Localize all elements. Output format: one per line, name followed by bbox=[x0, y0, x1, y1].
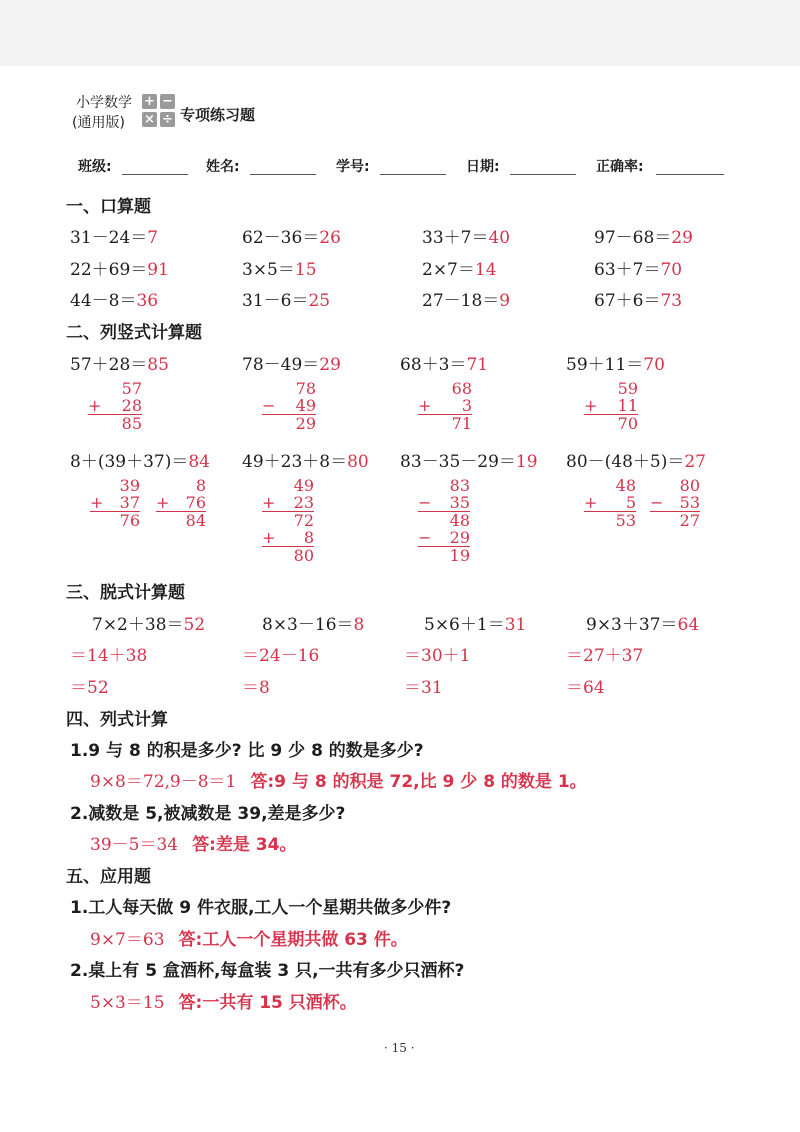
step-line: ＝31 bbox=[404, 678, 443, 698]
step-line: ＝24－16 bbox=[242, 646, 320, 666]
section2-title: 二、列竖式计算题 bbox=[66, 323, 202, 343]
stepwise-problem: 8×3－16＝8 bbox=[262, 615, 365, 635]
vertical-calc: 80 − 53 27 bbox=[650, 476, 700, 530]
name-blank[interactable] bbox=[250, 174, 316, 175]
vertical-calc: 49 + 23 72 + 8 80 bbox=[262, 476, 314, 565]
vertical-problem: 80－(48＋5)＝27 bbox=[566, 452, 706, 472]
divide-icon: ÷ bbox=[160, 112, 175, 127]
oral-problem: 33＋7＝40 bbox=[422, 228, 511, 248]
step-line: ＝27＋37 bbox=[566, 646, 644, 666]
step-line: ＝64 bbox=[566, 678, 605, 698]
vertical-problem: 57＋28＝85 bbox=[70, 355, 169, 375]
section1-title: 一、口算题 bbox=[66, 197, 151, 217]
oral-problem: 44－8＝36 bbox=[70, 291, 159, 311]
top-band bbox=[0, 0, 800, 66]
accuracy-label: 正确率: bbox=[596, 159, 644, 175]
section4-title: 四、列式计算 bbox=[66, 710, 168, 730]
step-line: ＝30＋1 bbox=[404, 646, 471, 666]
header-edition: (通用版) bbox=[72, 115, 125, 131]
page-number: · 15 · bbox=[384, 1041, 415, 1055]
class-blank[interactable] bbox=[122, 174, 188, 175]
answer: 9×7＝63 答:工人一个星期共做 63 件。 bbox=[90, 930, 408, 950]
section3-title: 三、脱式计算题 bbox=[66, 583, 185, 603]
header-subject: 小学数学 bbox=[76, 95, 132, 111]
vertical-calc: 39 + 37 76 bbox=[90, 476, 140, 530]
vertical-calc: 59 + 11 70 bbox=[584, 379, 638, 433]
times-icon: × bbox=[142, 112, 157, 127]
question: 2.减数是 5,被减数是 39,差是多少? bbox=[70, 804, 346, 824]
answer: 9×8＝72,9－8＝1 答:9 与 8 的积是 72,比 9 少 8 的数是 1。 bbox=[90, 772, 587, 792]
step-line: ＝52 bbox=[70, 678, 109, 698]
accuracy-blank[interactable] bbox=[656, 174, 724, 175]
oral-problem: 63＋7＝70 bbox=[594, 260, 683, 280]
step-line: ＝8 bbox=[242, 678, 270, 698]
vertical-calc: 48 + 5 53 bbox=[584, 476, 636, 530]
oral-problem: 27－18＝9 bbox=[422, 291, 511, 311]
vertical-problem: 68＋3＝71 bbox=[400, 355, 489, 375]
plus-icon: + bbox=[142, 94, 157, 109]
question: 1.工人每天做 9 件衣服,工人一个星期共做多少件? bbox=[70, 898, 452, 918]
header-title: 专项练习题 bbox=[180, 106, 256, 124]
date-blank[interactable] bbox=[510, 174, 576, 175]
question: 2.桌上有 5 盒酒杯,每盒装 3 只,一共有多少只酒杯? bbox=[70, 961, 465, 981]
answer: 5×3＝15 答:一共有 15 只酒杯。 bbox=[90, 993, 357, 1013]
vertical-problem: 49＋23＋8＝80 bbox=[242, 452, 369, 472]
vertical-calc: 57 + 28 85 bbox=[88, 379, 142, 433]
question: 1.9 与 8 的积是多少? 比 9 少 8 的数是多少? bbox=[70, 741, 424, 761]
section5-title: 五、应用题 bbox=[66, 867, 151, 887]
vertical-calc: 68 + 3 71 bbox=[418, 379, 472, 433]
oral-problem: 97－68＝29 bbox=[594, 228, 693, 248]
stepwise-problem: 5×6＋1＝31 bbox=[424, 615, 527, 635]
class-label: 班级: bbox=[78, 159, 112, 175]
vertical-calc: 78 − 49 29 bbox=[262, 379, 316, 433]
oral-problem: 3×5＝15 bbox=[242, 260, 317, 280]
student-no-blank[interactable] bbox=[380, 174, 446, 175]
vertical-problem: 59＋11＝70 bbox=[566, 355, 665, 375]
oral-problem: 62－36＝26 bbox=[242, 228, 341, 248]
oral-problem: 67＋6＝73 bbox=[594, 291, 683, 311]
vertical-calc: 83 − 35 48 − 29 19 bbox=[418, 476, 470, 565]
oral-problem: 22＋69＝91 bbox=[70, 260, 169, 280]
minus-icon: − bbox=[160, 94, 175, 109]
step-line: ＝14＋38 bbox=[70, 646, 148, 666]
name-label: 姓名: bbox=[206, 159, 240, 175]
oral-problem: 2×7＝14 bbox=[422, 260, 497, 280]
vertical-problem: 78－49＝29 bbox=[242, 355, 341, 375]
vertical-problem: 83－35－29＝19 bbox=[400, 452, 538, 472]
vertical-calc: 8 + 76 84 bbox=[156, 476, 206, 530]
student-no-label: 学号: bbox=[336, 159, 370, 175]
stepwise-problem: 9×3＋37＝64 bbox=[586, 615, 700, 635]
oral-problem: 31－24＝7 bbox=[70, 228, 159, 248]
vertical-problem: 8＋(39＋37)＝84 bbox=[70, 452, 210, 472]
stepwise-problem: 7×2＋38＝52 bbox=[92, 615, 206, 635]
answer: 39－5＝34 答:差是 34。 bbox=[90, 835, 297, 855]
operator-icons bbox=[142, 94, 176, 128]
oral-problem: 31－6＝25 bbox=[242, 291, 331, 311]
date-label: 日期: bbox=[466, 159, 500, 175]
